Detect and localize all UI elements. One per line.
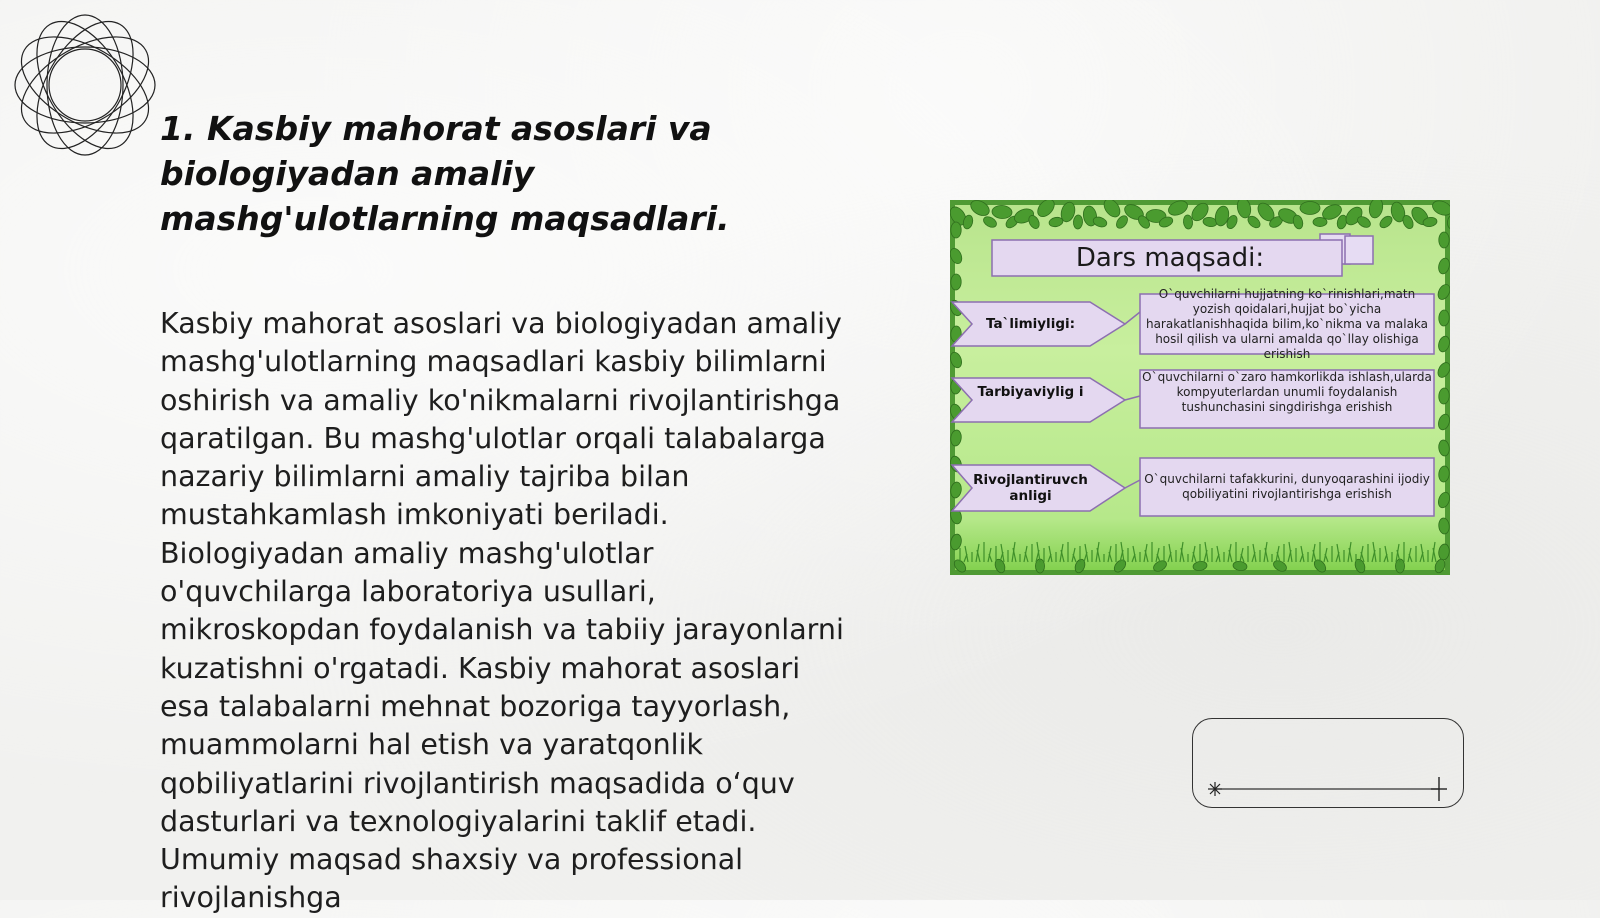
row-label-talimiyligi: Ta`limiyligi:	[985, 316, 1076, 332]
row-text-talimiyligi: O`quvchilarni hujjatning ko`rinishlari,matn yozish qoidalari,hujjat bo`yicha harakatlanishhaqida bilim,ko`nikma va malaka hosil qilish va ularni amalda qo`llay olishiga erishish	[1145, 287, 1429, 361]
slide-title: 1. Kasbiy mahorat asoslari va biologiyadan amaliy mashg'ulotlarning maqsadlari.	[160, 109, 730, 238]
row-text-tarbiyaviyligi: O`quvchilarni o`zaro hamkorlikda ishlash,ularda kompyuterlardan unumli foydalanish tushunchasini singdirishga erishish	[1142, 370, 1432, 414]
plus-star-icon	[1431, 777, 1447, 801]
circles-ornament-icon	[10, 10, 160, 160]
lesson-goals-image	[950, 200, 1450, 575]
decorative-line-box	[1192, 718, 1464, 808]
row-label-tarbiyaviyligi: Tarbiyaviylig i	[977, 384, 1084, 400]
slide-body-text: Kasbiy mahorat asoslari va biologiyadan amaliy mashg'ulotlarning maqsadlari kasbiy bilimlarni oshirish va amaliy ko'nikmalarni rivojlantirishga qaratilgan. Bu mashg'ulotlar orqali talabalarga nazariy bilimlarni amaliy tajriba bilan mustahkamlash imkoniyati beriladi. Biologiyadan amaliy mashg'ulotlar o'quvchilarga laboratoriya usullari, mikroskopdan foydalanish va tabiiy jarayonlarni kuzatishni o'rgatadi. Kasbiy mahorat asoslari esa talabalarni mehnat bozoriga tayyorlash, muammolarni hal etish va yaratqonlik qobiliyatlarini rivojlantirish maqsadida o‘quv dasturlari va texnologiyalarini taklif etadi. Umumiy maqsad shaxsiy va professional rivojlanishga	[160, 307, 844, 915]
lesson-image-title: Dars maqsadi:	[1075, 243, 1265, 273]
row-text-rivojlantiruvchanligi: O`quvchilarni tafakkurini, dunyoqarashini ijodiy qobiliyatini rivojlantirishga erishish	[1144, 472, 1430, 501]
sparkle-icon	[1208, 782, 1222, 796]
row-label-rivojlantiruvchanligi: Rivojlantiruvch anligi	[973, 472, 1088, 504]
